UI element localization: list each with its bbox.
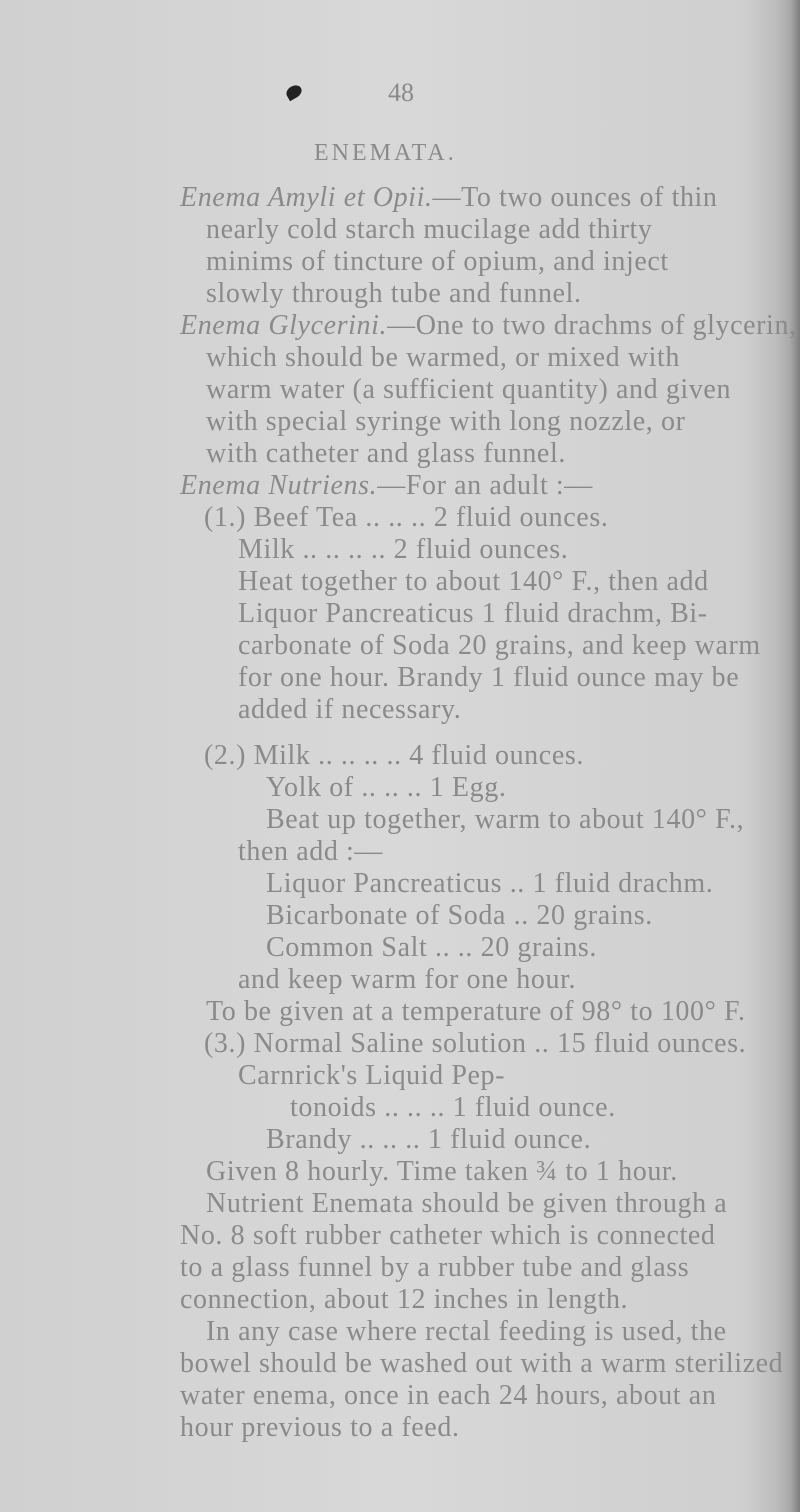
closing-line: No. 8 soft rubber catheter which is connected: [180, 1220, 716, 1251]
recipe-line: for one hour. Brandy 1 fluid ounce may be: [238, 662, 740, 693]
para-line: Enema Glycerini.—One to two drachms of glycerin,: [180, 310, 797, 341]
recipe-line: Carnrick's Liquid Pep-: [238, 1060, 506, 1091]
recipe-line: Brandy .. .. .. 1 fluid ounce.: [266, 1124, 592, 1155]
section-title: ENEMATA.: [314, 140, 457, 166]
recipe-line: Bicarbonate of Soda .. 20 grains.: [266, 900, 653, 931]
page-edge-shadow: [790, 0, 800, 1512]
ink-mark: [284, 83, 304, 101]
recipe-line: Heat together to about 140° F., then add: [238, 566, 709, 597]
para-line: Enema Amyli et Opii.—To two ounces of thin: [180, 182, 718, 213]
para-line: warm water (a sufficient quantity) and given: [206, 374, 732, 405]
closing-line: connection, about 12 inches in length.: [180, 1284, 629, 1315]
closing-line: to a glass funnel by a rubber tube and glass: [180, 1252, 690, 1283]
recipe-line: Common Salt .. .. 20 grains.: [266, 932, 598, 963]
recipe-line: and keep warm for one hour.: [238, 964, 577, 995]
recipe-line: carbonate of Soda 20 grains, and keep warm: [238, 630, 761, 661]
recipe-line: added if necessary.: [238, 694, 462, 725]
recipe-line: then add :—: [238, 836, 384, 867]
recipe-line: (3.) Normal Saline solution .. 15 fluid ounces.: [204, 1028, 747, 1059]
recipe-line: Liquor Pancreaticus 1 fluid drachm, Bi-: [238, 598, 708, 629]
recipe-line: Given 8 hourly. Time taken ¾ to 1 hour.: [206, 1156, 678, 1187]
para-line: slowly through tube and funnel.: [206, 278, 582, 309]
closing-line: In any case where rectal feeding is used, the: [206, 1316, 727, 1347]
body-text: [180, 182, 797, 1444]
recipe-line: Beat up together, warm to about 140° F.,: [266, 804, 745, 835]
closing-line: Nutrient Enemata should be given through a: [206, 1188, 728, 1219]
recipe-line: Liquor Pancreaticus .. 1 fluid drachm.: [266, 868, 714, 899]
para-line: which should be warmed, or mixed with: [206, 342, 681, 373]
para-line: minims of tincture of opium, and inject: [206, 246, 669, 277]
para-line: nearly cold starch mucilage add thirty: [206, 214, 653, 245]
recipe-line: (2.) Milk .. .. .. .. 4 fluid ounces.: [204, 740, 584, 771]
closing-line: water enema, once in each 24 hours, about an: [180, 1380, 717, 1411]
closing-line: hour previous to a feed.: [180, 1412, 460, 1443]
closing-line: bowel should be washed out with a warm sterilized: [180, 1348, 784, 1379]
recipe-line: Milk .. .. .. .. 2 fluid ounces.: [238, 534, 569, 565]
recipe-line: To be given at a temperature of 98° to 100° F.: [206, 996, 746, 1027]
recipe-line: tonoids .. .. .. 1 fluid ounce.: [290, 1092, 616, 1123]
para-line: with catheter and glass funnel.: [206, 438, 566, 469]
recipe-line: (1.) Beef Tea .. .. .. 2 fluid ounces.: [204, 502, 609, 533]
page-number: 48: [388, 78, 414, 107]
para-line: with special syringe with long nozzle, or: [206, 406, 686, 437]
recipe-line: Yolk of .. .. .. 1 Egg.: [266, 772, 507, 803]
para-line: Enema Nutriens.—For an adult :—: [180, 470, 593, 501]
